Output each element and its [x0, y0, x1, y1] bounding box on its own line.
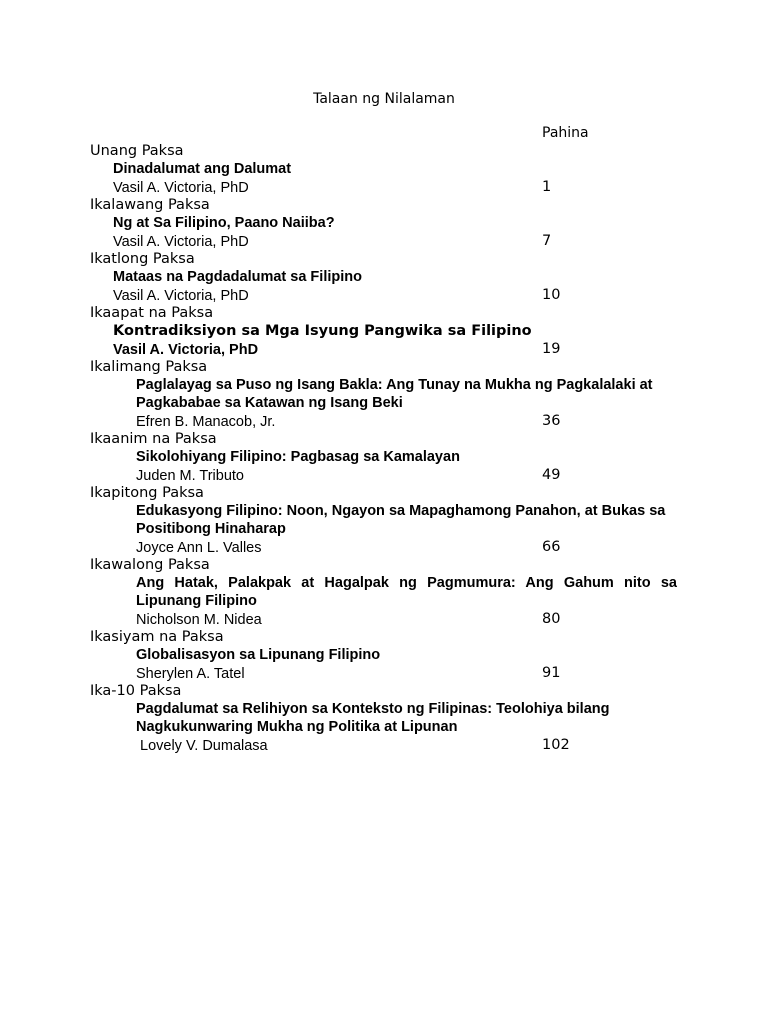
entry-title: Paglalayag sa Puso ng Isang Bakla: Ang Tunay na Mukha ng Pagkalalaki at Pagkababae sa Katawan ng Isang Beki [136, 377, 653, 411]
author-row [113, 286, 690, 304]
entry-title: Kontradiksiyon sa Mga Isyung Pangwika sa Filipino [113, 323, 532, 339]
page-number: 49 [542, 467, 561, 483]
page-number: 102 [542, 737, 570, 753]
author-row [113, 340, 690, 358]
section-heading: Ikatlong Paksa [90, 251, 195, 267]
entry-author: Vasil A. Victoria, PhD [113, 342, 259, 358]
entry-author: Joyce Ann L. Valles [136, 540, 262, 556]
section-heading: Unang Paksa [90, 143, 184, 159]
section-heading: Ikasiyam na Paksa [90, 629, 224, 645]
section-heading: Ikawalong Paksa [90, 557, 210, 573]
page-number: 91 [542, 665, 561, 681]
page-column-header: Pahina [542, 125, 589, 141]
entry-title: Mataas na Pagdadalumat sa Filipino [113, 269, 362, 285]
author-row [136, 664, 677, 682]
page-number: 10 [542, 287, 561, 303]
entry-author: Vasil A. Victoria, PhD [113, 180, 249, 196]
page-number: 7 [542, 233, 552, 249]
author-row [140, 736, 690, 754]
entry-author: Nicholson M. Nidea [136, 612, 262, 628]
entry-title: Edukasyong Filipino: Noon, Ngayon sa Mapaghamong Panahon, at Bukas sa Positibong Hinaharap [136, 503, 666, 537]
entry-author: Vasil A. Victoria, PhD [113, 288, 249, 304]
entry-author: Juden M. Tributo [136, 468, 244, 484]
toc-entry [90, 556, 690, 628]
toc-entry [90, 250, 690, 304]
page-number: 36 [542, 413, 561, 429]
page-title: Talaan ng Nilalaman [313, 91, 455, 107]
entry-author: Efren B. Manacob, Jr. [136, 414, 276, 430]
entry-title: Pagdalumat sa Relihiyon sa Konteksto ng Filipinas: Teolohiya bilang Nagkukunwaring Mukha ng Politika at Lipunan [136, 701, 610, 735]
author-row [136, 538, 677, 556]
page-number: 80 [542, 611, 561, 627]
author-row [136, 412, 677, 430]
entry-title: Dinadalumat ang Dalumat [113, 161, 292, 177]
entry-title: Globalisasyon sa Lipunang Filipino [136, 647, 381, 663]
author-row [113, 232, 690, 250]
toc-entry [90, 430, 690, 484]
page-number: 19 [542, 341, 561, 357]
toc-entry [90, 142, 690, 196]
entry-author: Vasil A. Victoria, PhD [113, 234, 249, 250]
page-number: 1 [542, 179, 552, 195]
author-row [136, 466, 677, 484]
entry-title: Ang Hatak, Palakpak at Hagalpak ng Pagmumura: Ang Gahum nito sa Lipunang Filipino [136, 575, 677, 609]
section-heading: Ikaanim na Paksa [90, 431, 217, 447]
entry-author: Sherylen A. Tatel [136, 666, 245, 682]
toc-entry [90, 304, 690, 358]
toc-entry [90, 628, 690, 682]
toc-entry [90, 196, 690, 250]
table-of-contents [90, 142, 690, 754]
section-heading: Ikapitong Paksa [90, 485, 204, 501]
toc-entry [90, 358, 690, 430]
toc-entry [90, 682, 690, 754]
section-heading: Ikalawang Paksa [90, 197, 210, 213]
toc-entry [90, 484, 690, 556]
section-heading: Ikaapat na Paksa [90, 305, 214, 321]
entry-title: Ng at Sa Filipino, Paano Naiiba? [113, 215, 335, 231]
author-row [113, 178, 690, 196]
section-heading: Ika-10 Paksa [90, 683, 182, 699]
section-heading: Ikalimang Paksa [90, 359, 208, 375]
page-number: 66 [542, 539, 561, 555]
author-row [136, 610, 677, 628]
entry-title: Sikolohiyang Filipino: Pagbasag sa Kamalayan [136, 449, 460, 465]
entry-author: Lovely V. Dumalasa [140, 738, 268, 754]
